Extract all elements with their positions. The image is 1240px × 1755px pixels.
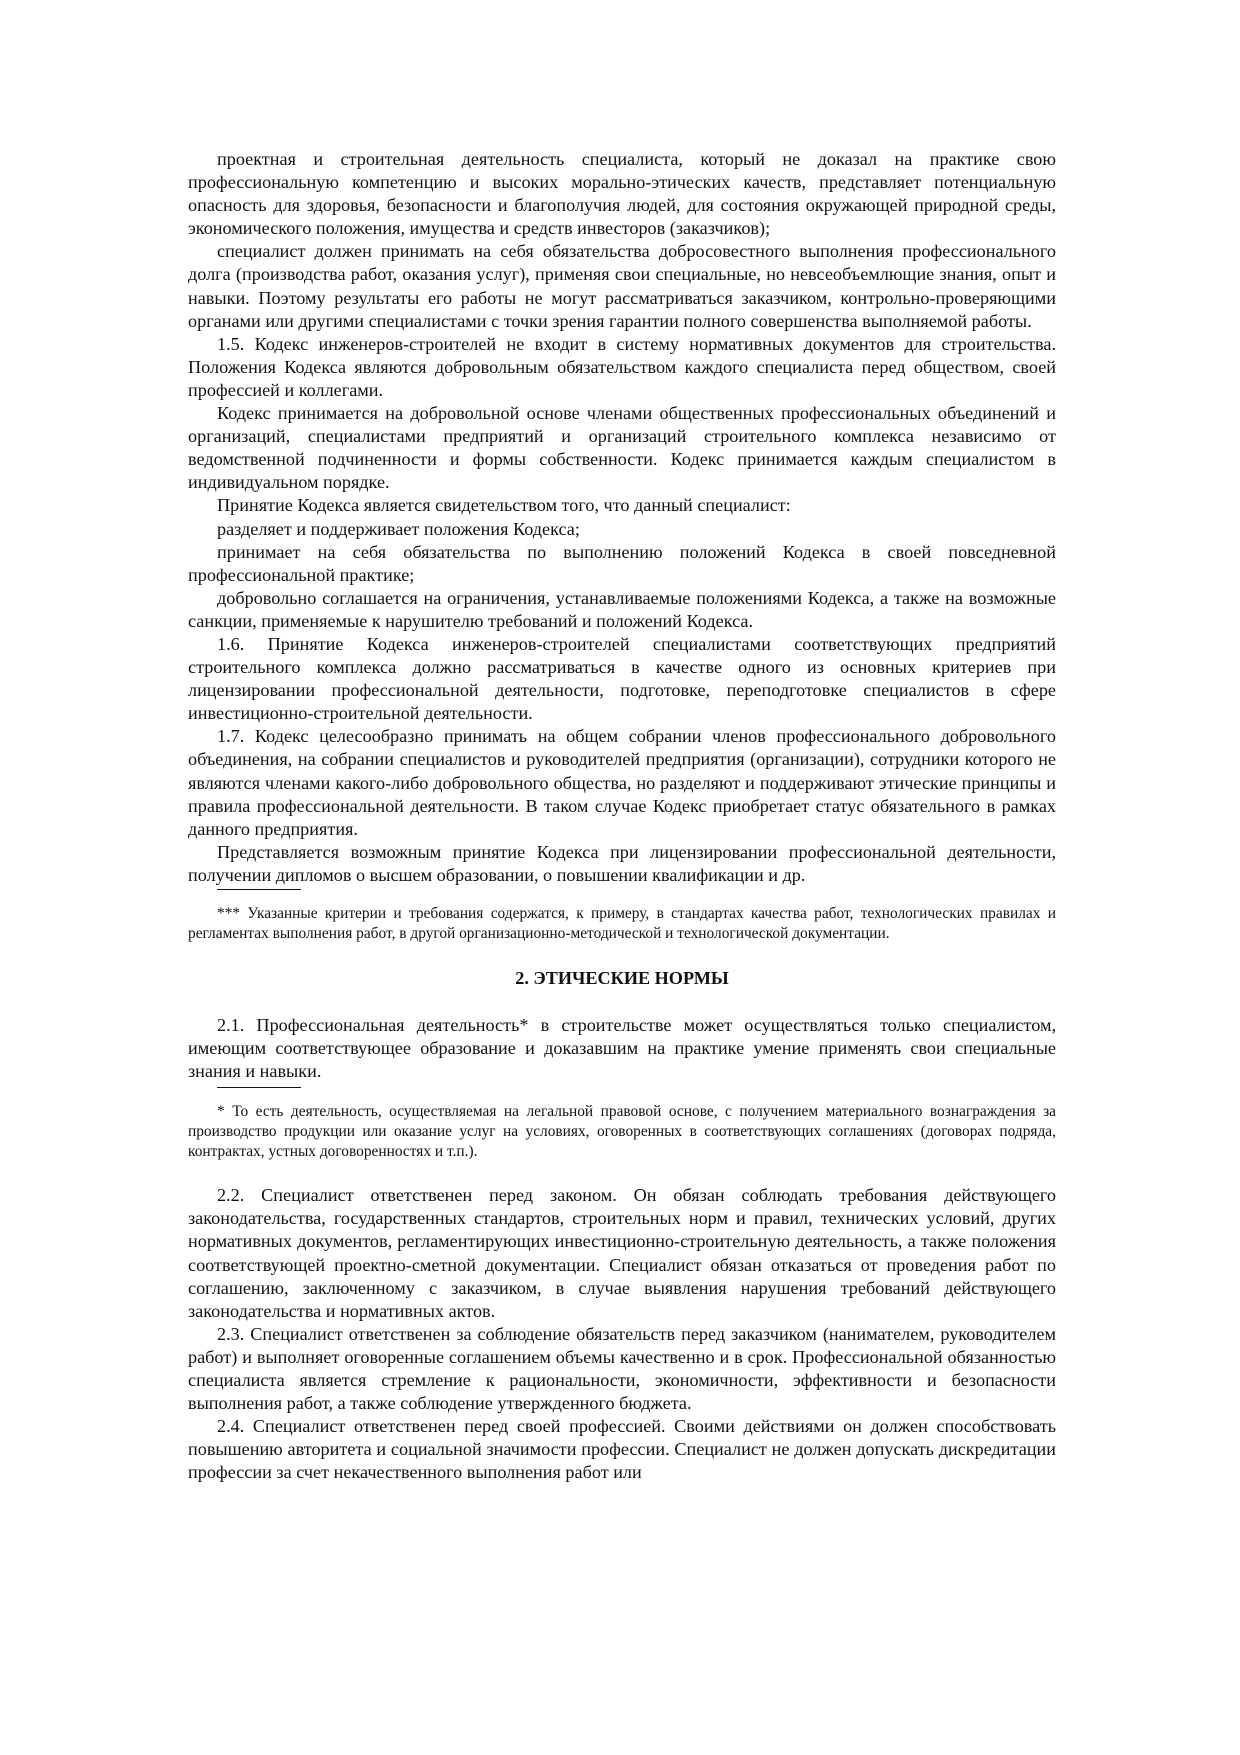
paragraph-1-5: 1.5. Кодекс инженеров-строителей не входит в систему нормативных документов для строительства. Положения Кодекса являются добровольным обязательством каждого специалиста перед обществом, своей профессией и коллегами. — [188, 333, 1056, 400]
paragraph-2-4: 2.4. Специалист ответственен перед своей профессией. Своими действиями он должен способствовать повышению авторитета и социальной значимости профессии. Специалист не должен допускать дискредитации профессии за счет некачественного выполнения работ или — [188, 1416, 1056, 1483]
footnote-activity: * То есть деятельность, осуществляемая на легальной правовой основе, с получением материального вознаграждения за производство продукции или оказание услуг на условиях, оговоренных в соответствующих соглашениях (договорах подряда, контрактах, устных договоренностях и т.п.). — [188, 1103, 1056, 1160]
paragraph-2-1: 2.1. Профессиональная деятельность* в строительстве может осуществляться только специалистом, имеющим соответствующее образование и доказавшим на практике умение применять свои специальные знания и навыки. — [188, 1015, 1056, 1082]
paragraph-design-activity: проектная и строительная деятельность специалиста, который не доказал на практике свою профессиональную компетенцию и высоких морально-этических качеств, представляет потенциальную опасность для здоровья, безопасности и благополучия людей, для состояния окружающей природной среды, экономического положения, имущества и средств инвесторов (заказчиков); — [188, 149, 1056, 239]
paragraph-code-voluntary: Кодекс принимается на добровольной основе членами общественных профессиональных объединений и организаций, специалистами предприятий и организаций строительного комплекса независимо от ведомственной подчиненности и формы собственности. Кодекс принимается каждым специалистом в индивидуальном порядке. — [188, 403, 1056, 493]
paragraph-takes-obligations: принимает на себя обязательства по выполнению положений Кодекса в своей повседневной профессиональной практике; — [188, 541, 1056, 585]
spacer — [188, 1161, 1056, 1184]
paragraph-agrees-restrictions: добровольно соглашается на ограничения, устанавливаемые положениями Кодекса, а также на возможные санкции, применяемые к нарушителю требований и положений Кодекса. — [188, 587, 1056, 631]
paragraph-1-6: 1.6. Принятие Кодекса инженеров-строителей специалистами соответствующих предприятий строительного комплекса должно рассматриваться в качестве одного из основных критериев при лицензировании профессиональной деятельности, подготовке, переподготовке специалистов в сфере инвестиционно-строительной деятельности. — [188, 633, 1056, 724]
paragraph-licensing: Представляется возможным принятие Кодекса при лицензировании профессиональной деятельности, получении дипломов о высшем образовании, о повышении квалификации и др. — [188, 841, 1056, 885]
paragraph-code-acceptance: Принятие Кодекса является свидетельством того, что данный специалист: — [217, 495, 791, 516]
paragraph-shares-provisions: разделяет и поддерживает положения Кодекса; — [217, 518, 580, 539]
paragraph-2-3: 2.3. Специалист ответственен за соблюдение обязательств перед заказчиком (нанимателем, руководителем работ) и выполняет оговоренные соглашением объемы качественно и в срок. Профессиональной обязанностью специалиста является стремление к рациональности, экономичности, эффективности и безопасности выполнения работ, а также соблюдение утвержденного бюджета. — [188, 1323, 1056, 1414]
footnote-criteria: *** Указанные критерии и требования содержатся, к примеру, в стандартах качества работ, технологических правилах и регламентах выполнения работ, в другой организационно-методической и технологической документации. — [188, 905, 1056, 942]
section-title: 2. ЭТИЧЕСКИЕ НОРМЫ — [515, 968, 729, 989]
document-page — [188, 148, 1056, 1484]
paragraph-1-7: 1.7. Кодекс целесообразно принимать на общем собрании членов профессионального добровольного объединения, на собрании специалистов и руководителей предприятия (организации), сотрудники которого не являются членами какого-либо добровольного общества, но разделяют и поддерживают этические принципы и правила профессиональной деятельности. В таком случае Кодекс приобретает статус обязательного в рамках данного предприятия. — [188, 726, 1056, 839]
footnote-separator — [217, 1087, 301, 1088]
paragraph-specialist-obligations: специалист должен принимать на себя обязательства добросовестного выполнения профессионального долга (производства работ, оказания услуг), применяя свои специальные, но невсеобъемлющие знания, опыт и навыки. Поэтому результаты его работы не могут рассматриваться заказчиком, контрольно-проверяющими органами или другими специалистами с точки зрения гарантии полного совершенства выполняемой работы. — [188, 241, 1056, 331]
footnote-separator — [217, 889, 301, 890]
paragraph-2-2: 2.2. Специалист ответственен перед законом. Он обязан соблюдать требования действующего законодательства, государственных стандартов, строительных норм и правил, технических условий, других нормативных документов, регламентирующих инвестиционно-строительную деятельность, а также положения соответствующей проектно-сметной документации. Специалист обязан отказаться от проведения работ по соглашению, заключенному с заказчиком, в случае выявления нарушения требований действующего законодательства и нормативных актов. — [188, 1185, 1056, 1321]
